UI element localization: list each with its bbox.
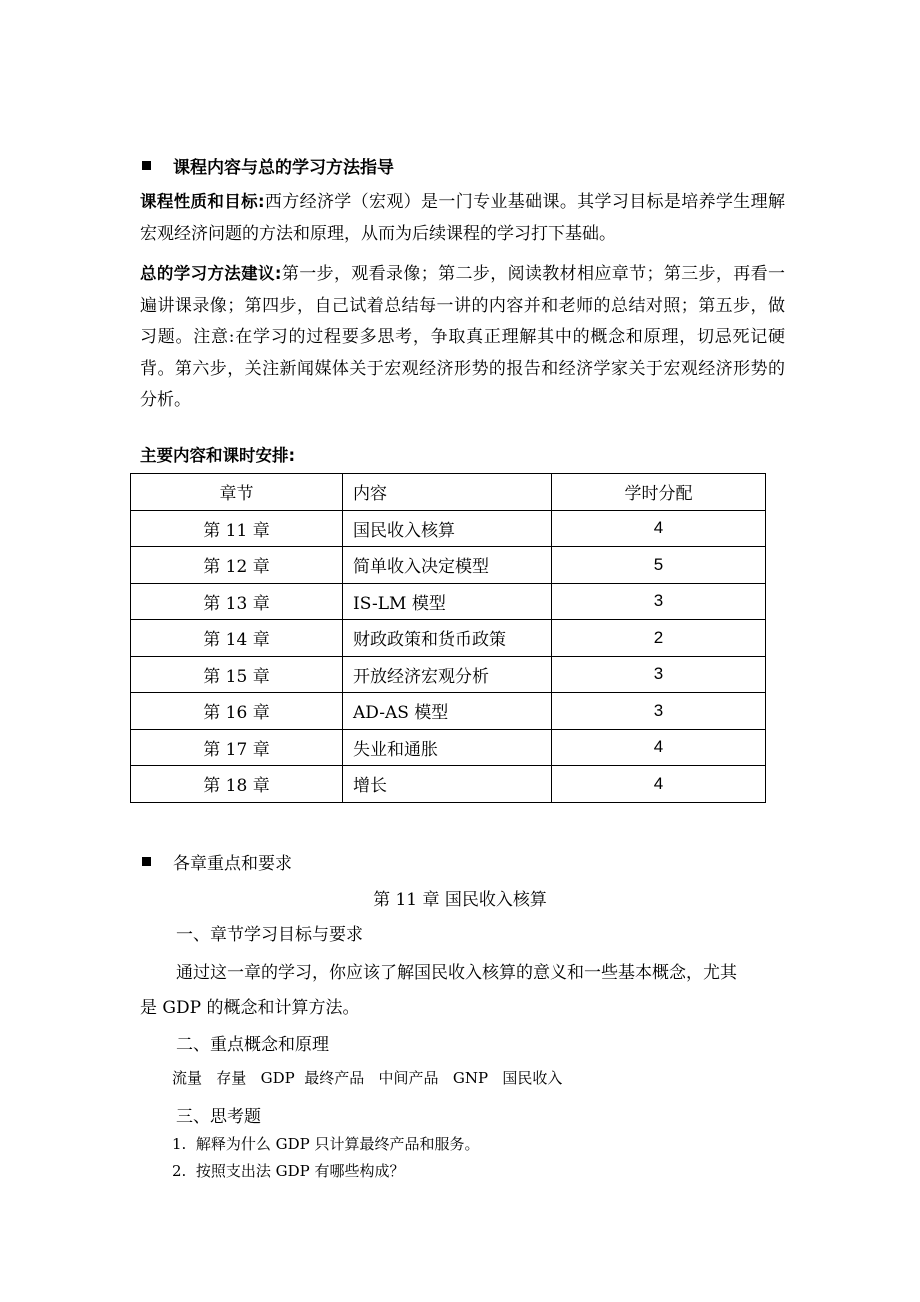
subheading-concepts: 二、重点概念和原理 xyxy=(176,1035,329,1055)
bullet-square-icon xyxy=(142,857,151,866)
table-row xyxy=(131,729,766,766)
question-2: 2. 按照支出法 GDP 有哪些构成？ xyxy=(172,1162,405,1180)
row-chapter: 第 15 章 xyxy=(131,656,343,693)
row-content: 增长 xyxy=(343,766,552,803)
goal-text-line2: 是 GDP 的概念和计算方法。 xyxy=(140,998,360,1018)
row-content: 国民收入核算 xyxy=(343,510,552,547)
row-hours: 3 xyxy=(552,693,766,730)
row-hours: 5 xyxy=(552,547,766,584)
row-hours: 4 xyxy=(552,766,766,803)
section1-heading xyxy=(142,153,394,178)
goal-text-line1: 通过这一章的学习，你应该了解国民收入核算的意义和一些基本概念，尤其 xyxy=(176,963,737,983)
section1-heading-text: 课程内容与总的学习方法指导 xyxy=(173,158,394,178)
table-row xyxy=(131,583,766,620)
subheading-questions: 三、思考题 xyxy=(176,1107,261,1127)
table-row xyxy=(131,620,766,657)
row-chapter: 第 16 章 xyxy=(131,693,343,730)
row-hours: 3 xyxy=(552,656,766,693)
schedule-table xyxy=(130,473,766,803)
row-hours: 4 xyxy=(552,729,766,766)
study-method-text: 第一步，观看录像；第二步，阅读教材相应章节；第三步，再看一遍讲课录像；第四步，自己试着总结每一讲的内容并和老师的总结对照；第五步，做习题。注意:在学习的过程要多思考，争取真正理解其中的概念和原理，切忌死记硬背。第六步，关注新闻媒体关于宏观经济形势的报告和经济学家关于宏观经济形势的分析。 xyxy=(140,264,785,410)
section2-heading xyxy=(142,849,292,874)
table-row xyxy=(131,766,766,803)
course-nature-text: 西方经济学（宏观）是一门专业基础课。其学习目标是培养学生理解宏观经济问题的方法和原理，从而为后续课程的学习打下基础。 xyxy=(140,192,785,244)
table-row xyxy=(131,656,766,693)
subheading-goals: 一、章节学习目标与要求 xyxy=(176,925,363,945)
schedule-label: 主要内容和课时安排: xyxy=(140,446,296,465)
course-nature-label: 课程性质和目标: xyxy=(140,192,265,211)
table-row xyxy=(131,510,766,547)
course-nature-paragraph xyxy=(140,186,785,250)
study-method-label: 总的学习方法建议: xyxy=(140,264,282,283)
table-header-row xyxy=(131,474,766,511)
section2-heading-text: 各章重点和要求 xyxy=(173,854,292,874)
row-chapter: 第 14 章 xyxy=(131,620,343,657)
row-chapter: 第 18 章 xyxy=(131,766,343,803)
key-concepts-list: 流量 存量 GDP 最终产品 中间产品 GNP 国民收入 xyxy=(172,1069,563,1087)
row-content: 开放经济宏观分析 xyxy=(343,656,552,693)
row-hours: 4 xyxy=(552,510,766,547)
row-chapter: 第 13 章 xyxy=(131,583,343,620)
row-chapter: 第 12 章 xyxy=(131,547,343,584)
header-content: 内容 xyxy=(343,474,552,511)
row-hours: 2 xyxy=(552,620,766,657)
row-content: 简单收入决定模型 xyxy=(343,547,552,584)
row-content: AD-AS 模型 xyxy=(343,693,552,730)
row-chapter: 第 11 章 xyxy=(131,510,343,547)
table-row xyxy=(131,547,766,584)
row-hours: 3 xyxy=(552,583,766,620)
row-content: 失业和通胀 xyxy=(343,729,552,766)
chapter-title: 第 11 章 国民收入核算 xyxy=(373,890,547,910)
study-method-paragraph xyxy=(140,258,785,417)
table-row xyxy=(131,693,766,730)
row-content: IS-LM 模型 xyxy=(343,583,552,620)
row-chapter: 第 17 章 xyxy=(131,729,343,766)
row-content: 财政政策和货币政策 xyxy=(343,620,552,657)
question-1: 1. 解释为什么 GDP 只计算最终产品和服务。 xyxy=(172,1135,480,1153)
header-chapter: 章节 xyxy=(131,474,343,511)
bullet-square-icon xyxy=(142,161,151,170)
header-hours: 学时分配 xyxy=(552,474,766,511)
